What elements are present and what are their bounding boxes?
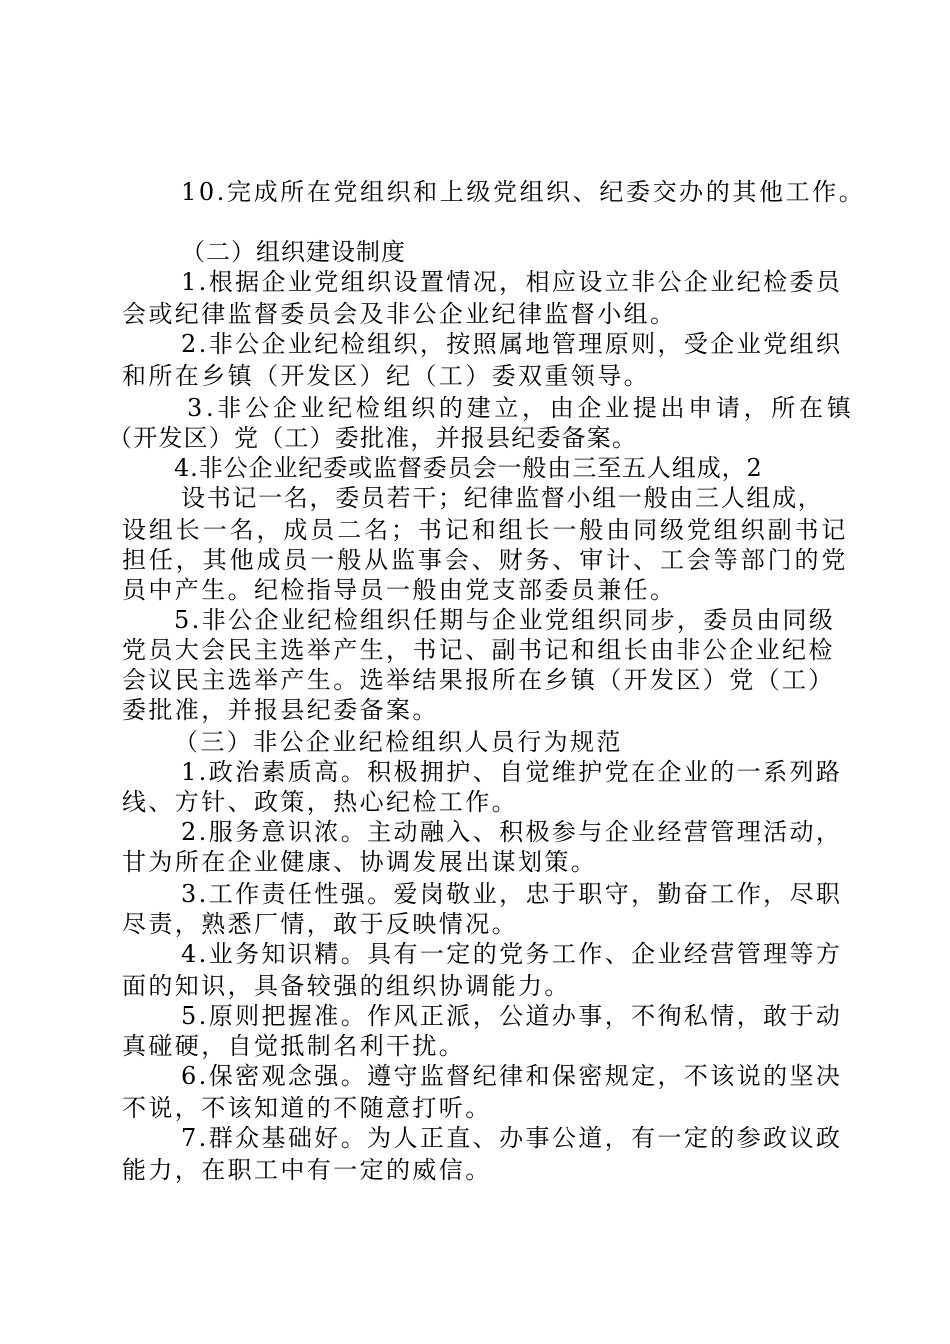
text-line: 1.根据企业党组织设置情况，相应设立非公企业纪检委员: [181, 268, 843, 296]
text-line: 甘为所在企业健康、协调发展出谋划策。: [122, 848, 598, 876]
text-line: 委批准，并报县纪委备案。: [122, 696, 439, 724]
text-line: 3.工作责任性强。爱岗敬业，忠于职守，勤奋工作，尽职: [181, 880, 843, 908]
text-line: 能力，在职工中有一定的威信。: [122, 1156, 492, 1184]
text-line: 5.原则把握准。作风正派，公道办事，不徇私情，敢于动: [181, 1002, 843, 1030]
text-line: 6.保密观念强。遵守监督纪律和保密规定，不该说的坚决: [181, 1062, 843, 1090]
text-line: 设组长一名，成员二名；书记和组长一般由同级党组织副书记: [122, 516, 849, 544]
text-line: 设书记一名，委员若干；纪律监督小组一般由三人组成，: [181, 484, 824, 512]
text-line: 2.非公企业纪检组织，按照属地管理原则，受企业党组织: [181, 330, 843, 358]
section-heading: （二）组织建设制度: [181, 238, 406, 266]
text-line: （开发区）党（工）委批准，并报县纪委备案。: [108, 424, 638, 452]
text-line: 7.群众基础好。为人正直、办事公道，有一定的参政议政: [181, 1124, 843, 1152]
text-line: 2.服务意识浓。主动融入、积极参与企业经营管理活动，: [181, 818, 843, 846]
text-line: 和所在乡镇（开发区）纪（工）委双重领导。: [122, 362, 650, 390]
text-line: 会或纪律监督委员会及非公企业纪律监督小组。: [122, 300, 677, 328]
text-line: 党员大会民主选举产生，书记、副书记和组长由非公企业纪检: [122, 636, 835, 664]
section-heading: （三）非公企业纪检组织人员行为规范: [174, 728, 623, 756]
text-line: 真碰硬，自觉抵制名利干扰。: [122, 1032, 466, 1060]
text-line: 不说，不该知道的不随意打听。: [122, 1094, 492, 1122]
text-line: 员中产生。纪检指导员一般由党支部委员兼任。: [122, 576, 677, 604]
text-line: 会议民主选举产生。选举结果报所在乡镇（开发区）党（工）: [122, 666, 835, 694]
text-line: 4.业务知识精。具有一定的党务工作、企业经营管理等方: [181, 940, 843, 968]
text-line: 尽责，熟悉厂情，敢于反映情况。: [122, 910, 518, 938]
text-line: 担任，其他成员一般从监事会、财务、审计、工会等部门的党: [122, 546, 849, 574]
text-line: 1.政治素质高。积极拥护、自觉维护党在企业的一系列路: [181, 758, 843, 786]
text-line: 4.非公企业纪委或监督委员会一般由三至五人组成，2: [174, 454, 763, 482]
text-line: 5.非公企业纪检组织任期与企业党组织同步，委员由同级: [174, 606, 836, 634]
text-line: 线、方针、政策，热心纪检工作。: [122, 788, 518, 816]
text-line: 10.完成所在党组织和上级党组织、纪委交办的其他工作。: [181, 178, 866, 206]
text-line: 3.非公企业纪检组织的建立，由企业提出申请，所在镇: [187, 394, 855, 422]
text-line: 面的知识，具备较强的组织协调能力。: [122, 972, 571, 1000]
